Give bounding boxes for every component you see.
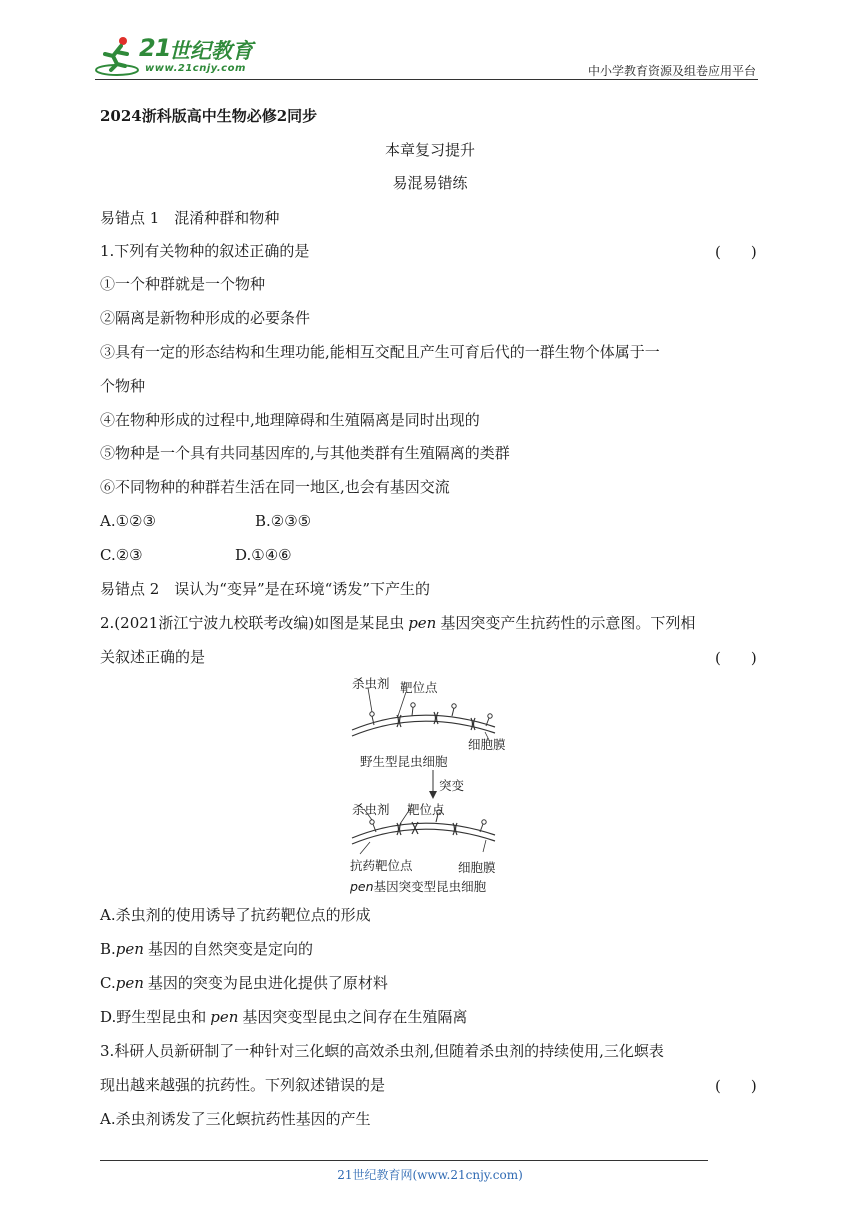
q1-stem: 1.下列有关物种的叙述正确的是 xyxy=(100,242,310,260)
error-point-1-title: 易错点 1 混淆种群和物种 xyxy=(100,209,280,227)
error-point-2-title: 易错点 2 误认为“变异”是在环境“诱发”下产生的 xyxy=(100,580,430,598)
q2-option-c xyxy=(100,973,388,993)
q1-item-5: ⑤物种是一个具有共同基因库的,与其他类群有生殖隔离的类群 xyxy=(100,444,510,462)
fig-bottom-target-label: 靶位点 xyxy=(407,802,445,817)
fig-bottom-caption xyxy=(350,877,486,895)
q1-option-d: D.①④⑥ xyxy=(235,546,292,564)
q3-answer-bracket: ( ) xyxy=(715,1077,757,1095)
fig-resistant-target-label: 抗药靶位点 xyxy=(350,858,413,873)
q2-option-d-part1: D.野生型昆虫和 xyxy=(100,1008,207,1026)
q1-item-6: ⑥不同物种的种群若生活在同一地区,也会有基因交流 xyxy=(100,478,450,496)
pen-mutation-figure xyxy=(340,672,520,897)
q3-stem-line1: 3.科研人员新研制了一种针对三化螟的高效杀虫剂,但随着杀虫剂的持续使用,三化螟表 xyxy=(100,1042,664,1060)
q1-item-1: ①一个种群就是一个物种 xyxy=(100,275,266,293)
q2-answer-bracket: ( ) xyxy=(715,649,757,667)
platform-name: 中小学教育资源及组卷应用平台 xyxy=(587,64,756,78)
q3-stem-line2: 现出越来越强的抗药性。下列叙述错误的是 xyxy=(100,1076,386,1094)
q2-option-b-gene: pen xyxy=(115,940,144,958)
fig-caption-rest: 基因突变型昆虫细胞 xyxy=(373,879,487,894)
fig-caption-gene: pen xyxy=(350,879,374,894)
logo-text: 世纪教育 xyxy=(169,39,253,63)
site-logo[interactable] xyxy=(95,34,265,78)
fig-top-insecticide-label: 杀虫剂 xyxy=(352,676,390,691)
q1-item-3-cont: 个物种 xyxy=(100,377,146,395)
footer-divider xyxy=(100,1160,708,1161)
q2-option-c-text: 基因的突变为昆虫进化提供了原材料 xyxy=(147,974,388,992)
section-title: 易混易错练 xyxy=(392,174,468,192)
q1-option-c: C.②③ xyxy=(100,546,143,564)
fig-top-caption: 野生型昆虫细胞 xyxy=(360,754,448,769)
logo-url: www.21cnjy.com xyxy=(145,63,246,74)
q2-option-b xyxy=(100,939,313,959)
q1-item-3: ③具有一定的形态结构和生理功能,能相互交配且产生可育后代的一群生物个体属于一 xyxy=(100,343,660,361)
q2-option-c-gene: pen xyxy=(115,974,144,992)
footer-link[interactable]: 21世纪教育网(www.21cnjy.com) xyxy=(337,1168,523,1182)
q1-answer-bracket: ( ) xyxy=(715,243,757,261)
runner-icon xyxy=(95,34,141,78)
q1-item-2: ②隔离是新物种形成的必要条件 xyxy=(100,309,311,327)
q2-stem-part1: 2.(2021浙江宁波九校联考改编)如图是某昆虫 xyxy=(100,614,405,632)
q2-option-c-prefix: C. xyxy=(100,974,116,992)
chapter-title: 本章复习提升 xyxy=(384,141,475,159)
fig-bottom-insecticide-label: 杀虫剂 xyxy=(352,802,390,817)
q2-option-d-part2: 基因突变型昆虫之间存在生殖隔离 xyxy=(242,1008,468,1026)
q1-item-4: ④在物种形成的过程中,地理障碍和生殖隔离是同时出现的 xyxy=(100,411,480,429)
q2-stem-part2: 基因突变产生抗药性的示意图。下列相 xyxy=(440,614,696,632)
q1-option-b: B.②③⑤ xyxy=(255,512,312,530)
fig-arrow-label: 突变 xyxy=(439,778,465,793)
logo-number: 21 xyxy=(139,34,171,62)
q2-option-d-gene: pen xyxy=(210,1008,239,1026)
page-header xyxy=(95,30,758,80)
q2-stem-line2: 关叙述正确的是 xyxy=(100,648,206,666)
fig-bottom-membrane-label: 细胞膜 xyxy=(458,860,496,875)
q3-option-a: A.杀虫剂诱发了三化螟抗药性基因的产生 xyxy=(100,1110,371,1128)
course-title: 2024浙科版高中生物必修2同步 xyxy=(100,107,318,125)
q2-option-d xyxy=(100,1007,467,1027)
q2-stem-gene: pen xyxy=(408,614,437,632)
q2-option-a: A.杀虫剂的使用诱导了抗药靶位点的形成 xyxy=(100,906,371,924)
q2-option-b-text: 基因的自然突变是定向的 xyxy=(147,940,313,958)
q2-stem-line1 xyxy=(100,613,695,633)
header-divider xyxy=(95,79,758,80)
fig-top-membrane-label: 细胞膜 xyxy=(468,737,506,752)
q1-option-a: A.①②③ xyxy=(100,512,156,530)
fig-top-target-label: 靶位点 xyxy=(400,680,438,695)
q2-option-b-prefix: B. xyxy=(100,940,116,958)
